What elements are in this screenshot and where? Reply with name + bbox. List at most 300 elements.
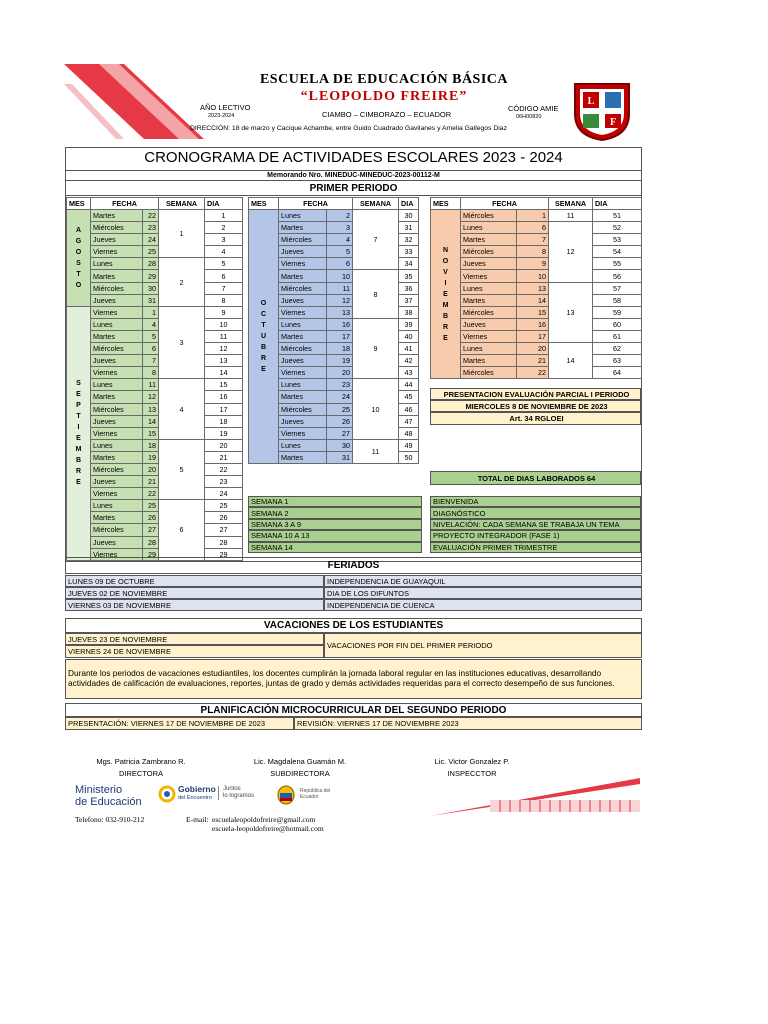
week-number: 12 <box>549 222 593 282</box>
day-count: 29 <box>205 548 243 560</box>
col-semana: SEMANA <box>159 198 205 210</box>
day-count: 52 <box>593 222 642 234</box>
day-name: Martes <box>279 451 327 463</box>
date: 24 <box>143 234 159 246</box>
date: 10 <box>517 270 549 282</box>
day-name: Martes <box>279 330 327 342</box>
table-row <box>67 439 243 451</box>
year-value: 2023-2024 <box>208 113 235 119</box>
date: 4 <box>143 318 159 330</box>
col-semana: SEMANA <box>549 198 593 210</box>
week-number: 1 <box>159 210 205 258</box>
ministerio-line2: de Educación <box>75 796 142 808</box>
day-count: 55 <box>593 258 642 270</box>
table-row <box>67 427 243 439</box>
date: 20 <box>327 367 353 379</box>
date: 22 <box>143 210 159 222</box>
month-label: N O V I E M B R E <box>431 210 461 379</box>
table-row <box>431 222 642 234</box>
day-name: Viernes <box>91 427 143 439</box>
planificacion-presentacion: PRESENTACIÓN: VIERNES 17 DE NOVIEMBRE DE 2023 <box>65 717 294 730</box>
feriado-name: DIA DE LOS DIFUNTOS <box>324 587 642 599</box>
day-count: 11 <box>205 330 243 342</box>
table-row <box>431 210 642 222</box>
table-row <box>431 282 642 294</box>
eval-line3: Art. 34 RGLOEI <box>430 412 641 425</box>
day-name: Miércoles <box>91 222 143 234</box>
table-row <box>431 306 642 318</box>
ministerio-line1: Ministerio <box>75 784 123 796</box>
date: 14 <box>143 415 159 427</box>
table-row <box>431 367 642 379</box>
vacaciones-date-1: JUEVES 23 DE NOVIEMBRE <box>65 633 324 645</box>
table-row <box>67 379 243 391</box>
month-label: O C T U B R E <box>249 210 279 464</box>
day-name: Viernes <box>279 306 327 318</box>
week-activity: DIAGNÓSTICO <box>430 507 641 518</box>
signature-name: Lic. Victor Gonzalez P. <box>434 757 510 766</box>
day-name: Lunes <box>461 222 517 234</box>
date: 29 <box>143 548 159 560</box>
table-row <box>431 246 642 258</box>
week-activity: NIVELACIÓN: CADA SEMANA SE TRABAJA UN TEMA <box>430 519 641 530</box>
day-name: Viernes <box>91 367 143 379</box>
day-name: Miércoles <box>461 367 517 379</box>
week-number: 6 <box>159 500 205 560</box>
day-name: Miércoles <box>91 282 143 294</box>
feriado-name: INDEPENDENCIA DE CUENCA <box>324 599 642 611</box>
table-row <box>431 258 642 270</box>
table-row <box>431 234 642 246</box>
day-name: Jueves <box>279 246 327 258</box>
day-name: Viernes <box>279 427 327 439</box>
col-semana: SEMANA <box>353 198 399 210</box>
day-name: Jueves <box>91 234 143 246</box>
signature-inspector <box>402 757 542 778</box>
day-name: Viernes <box>91 246 143 258</box>
school-crest-logo <box>571 80 633 142</box>
day-name: Lunes <box>91 318 143 330</box>
col-fecha: FECHA <box>91 198 159 210</box>
day-name: Jueves <box>91 476 143 488</box>
crest-letter-f: F <box>609 117 617 128</box>
day-name: Martes <box>91 330 143 342</box>
day-count: 27 <box>205 524 243 536</box>
col-fecha: FECHA <box>279 198 353 210</box>
date: 16 <box>327 318 353 330</box>
day-count: 40 <box>399 330 419 342</box>
week-number: 8 <box>353 270 399 318</box>
day-count: 64 <box>593 367 642 379</box>
date: 5 <box>327 246 353 258</box>
day-name: Martes <box>461 355 517 367</box>
date: 8 <box>143 367 159 379</box>
table-row <box>67 536 243 548</box>
telefono: Telefono: 032-910-212 <box>75 815 145 824</box>
week-range: SEMANA 14 <box>248 542 422 553</box>
day-name: Lunes <box>279 318 327 330</box>
date: 30 <box>327 439 353 451</box>
day-name: Viernes <box>91 488 143 500</box>
date: 29 <box>143 270 159 282</box>
feriado-date: VIERNES 03 DE NOVIEMBRE <box>65 599 324 611</box>
signature-directora <box>71 757 211 778</box>
day-count: 34 <box>399 258 419 270</box>
col-dia: DIA <box>399 198 419 210</box>
day-count: 54 <box>593 246 642 258</box>
date: 18 <box>327 343 353 355</box>
date: 21 <box>517 355 549 367</box>
day-name: Martes <box>91 270 143 282</box>
day-count: 32 <box>399 234 419 246</box>
day-name: Lunes <box>91 500 143 512</box>
day-name: Jueves <box>91 355 143 367</box>
day-count: 5 <box>205 258 243 270</box>
date: 13 <box>143 403 159 415</box>
date: 20 <box>517 343 549 355</box>
date: 15 <box>517 306 549 318</box>
table-row <box>431 355 642 367</box>
eval-line2: MIERCOLES 8 DE NOVIEMBRE DE 2023 <box>430 400 641 412</box>
day-count: 3 <box>205 234 243 246</box>
day-count: 10 <box>205 318 243 330</box>
republica-logo: República del Ecuador <box>300 788 331 800</box>
ministerio-logo <box>75 784 142 808</box>
day-name: Miércoles <box>461 246 517 258</box>
table-row <box>67 234 243 246</box>
feriado-name: INDEPENDENCIA DE GUAYAQUIL <box>324 575 642 587</box>
table-row <box>67 391 243 403</box>
day-count: 20 <box>205 439 243 451</box>
date: 6 <box>327 258 353 270</box>
day-name: Martes <box>279 222 327 234</box>
day-count: 45 <box>399 391 419 403</box>
day-name: Miércoles <box>91 463 143 475</box>
day-count: 38 <box>399 306 419 318</box>
col-mes: MES <box>67 198 91 210</box>
date: 10 <box>327 270 353 282</box>
day-count: 47 <box>399 415 419 427</box>
day-count: 19 <box>205 427 243 439</box>
table-row <box>249 210 419 222</box>
date: 25 <box>143 500 159 512</box>
day-name: Martes <box>461 294 517 306</box>
day-count: 36 <box>399 282 419 294</box>
day-name: Viernes <box>461 330 517 342</box>
vacaciones-note: Durante los periodos de vacaciones estudiantiles, los docentes cumplirán la jornada laboral regular en las instituciones educativas, desarrollando actividades de calificación de evaluaciones, reportes, juntas de grado y demás actividades requeridas para el correcto desempeño de sus funciones. <box>65 659 642 699</box>
day-name: Jueves <box>91 294 143 306</box>
day-count: 23 <box>205 476 243 488</box>
feriado-date: JUEVES 02 DE NOVIEMBRE <box>65 587 324 599</box>
email-1[interactable]: escuelaleopoldofreire@gmail.com <box>212 815 316 824</box>
day-count: 4 <box>205 246 243 258</box>
date: 11 <box>143 379 159 391</box>
day-name: Miércoles <box>461 210 517 222</box>
day-name: Viernes <box>461 270 517 282</box>
table-row <box>67 222 243 234</box>
day-count: 31 <box>399 222 419 234</box>
date: 7 <box>143 355 159 367</box>
day-name: Jueves <box>279 294 327 306</box>
day-name: Miércoles <box>91 403 143 415</box>
email-block <box>212 815 324 833</box>
day-name: Lunes <box>279 210 327 222</box>
day-name: Lunes <box>91 439 143 451</box>
month-label: A G O S T O <box>67 210 91 307</box>
week-number: 9 <box>353 318 399 378</box>
table-row <box>67 488 243 500</box>
day-name: Viernes <box>91 548 143 560</box>
date: 16 <box>517 318 549 330</box>
date: 23 <box>143 222 159 234</box>
table-row <box>67 258 243 270</box>
planificacion-revision: REVISIÓN: VIERNES 17 DE NOVIEMBRE 2023 <box>294 717 642 730</box>
day-name: Lunes <box>91 258 143 270</box>
red-band-decoration <box>430 778 640 816</box>
date: 13 <box>517 282 549 294</box>
date: 17 <box>517 330 549 342</box>
week-activity: EVALUACIÓN PRIMER TRIMESTRE <box>430 542 641 553</box>
signature-role: DIRECTORA <box>118 769 164 778</box>
location: CIAMBO – CIMBORAZO – ECUADOR <box>322 110 452 119</box>
page-title: CRONOGRAMA DE ACTIVIDADES ESCOLARES 2023 - 2024 <box>144 149 563 166</box>
gobierno-logo <box>178 785 216 803</box>
amie-label: CÓDIGO AMIE <box>508 104 559 113</box>
week-number: 2 <box>159 258 205 306</box>
date: 24 <box>327 391 353 403</box>
crest-letter-l: L <box>587 96 595 107</box>
day-name: Martes <box>91 391 143 403</box>
feriados-title: FERIADOS <box>65 557 642 574</box>
signature-subdirectora <box>230 757 370 778</box>
date: 19 <box>143 451 159 463</box>
date: 7 <box>517 234 549 246</box>
date: 28 <box>143 536 159 548</box>
day-name: Jueves <box>279 355 327 367</box>
day-count: 18 <box>205 415 243 427</box>
table-row <box>67 500 243 512</box>
table-row <box>67 355 243 367</box>
table-row <box>67 415 243 427</box>
day-name: Martes <box>279 391 327 403</box>
gobierno-line2: del Encuentro <box>178 795 212 801</box>
day-count: 61 <box>593 330 642 342</box>
date: 6 <box>143 343 159 355</box>
week-activity: BIENVENIDA <box>430 496 641 507</box>
date: 28 <box>143 258 159 270</box>
table-row <box>67 524 243 536</box>
date: 1 <box>143 306 159 318</box>
table-row <box>431 294 642 306</box>
week-number: 11 <box>549 210 593 222</box>
day-count: 62 <box>593 343 642 355</box>
date: 22 <box>143 488 159 500</box>
date: 31 <box>327 451 353 463</box>
schedule-table-aug-sep <box>66 197 243 561</box>
table-row <box>67 210 243 222</box>
date: 23 <box>327 379 353 391</box>
week-range: SEMANA 1 <box>248 496 422 507</box>
day-count: 44 <box>399 379 419 391</box>
day-count: 12 <box>205 343 243 355</box>
signature-name: Lic. Magdalena Guamán M. <box>253 757 347 766</box>
day-name: Jueves <box>461 318 517 330</box>
table-row <box>67 330 243 342</box>
table-row <box>431 330 642 342</box>
table-row <box>67 512 243 524</box>
week-range: SEMANA 2 <box>248 507 422 518</box>
day-count: 59 <box>593 306 642 318</box>
day-count: 51 <box>593 210 642 222</box>
date: 17 <box>327 330 353 342</box>
table-row <box>67 451 243 463</box>
table-row <box>67 343 243 355</box>
table-row <box>67 306 243 318</box>
table-row <box>431 270 642 282</box>
day-name: Miércoles <box>461 306 517 318</box>
table-row <box>67 476 243 488</box>
signature-name: Mgs. Patricia Zambrano R. <box>96 757 186 766</box>
day-name: Viernes <box>279 367 327 379</box>
date: 13 <box>327 306 353 318</box>
day-name: Miércoles <box>279 343 327 355</box>
day-count: 28 <box>205 536 243 548</box>
day-count: 9 <box>205 306 243 318</box>
day-name: Jueves <box>279 415 327 427</box>
day-count: 58 <box>593 294 642 306</box>
date: 12 <box>327 294 353 306</box>
day-count: 57 <box>593 282 642 294</box>
day-name: Jueves <box>91 536 143 548</box>
week-number: 4 <box>159 379 205 439</box>
date: 26 <box>143 512 159 524</box>
day-count: 60 <box>593 318 642 330</box>
month-label: S E P T I E M B R E <box>67 306 91 560</box>
day-count: 21 <box>205 451 243 463</box>
address: DIRECCIÓN: 18 de marzo y Cacique Achambe, entre Guido Cuadrado Gavilanes y Amelia Gallegos Diaz <box>190 125 507 132</box>
day-count: 33 <box>399 246 419 258</box>
col-mes: MES <box>249 198 279 210</box>
col-mes: MES <box>431 198 461 210</box>
day-count: 46 <box>399 403 419 415</box>
date: 3 <box>327 222 353 234</box>
date: 22 <box>517 367 549 379</box>
table-row <box>67 294 243 306</box>
day-name: Martes <box>91 451 143 463</box>
date: 9 <box>517 258 549 270</box>
date: 6 <box>517 222 549 234</box>
date: 26 <box>327 415 353 427</box>
day-count: 8 <box>205 294 243 306</box>
day-count: 16 <box>205 391 243 403</box>
day-name: Jueves <box>461 258 517 270</box>
day-count: 30 <box>399 210 419 222</box>
day-count: 41 <box>399 343 419 355</box>
periodo-title: PRIMER PERIODO <box>66 182 641 196</box>
day-count: 42 <box>399 355 419 367</box>
table-row <box>67 463 243 475</box>
school-name: ESCUELA DE EDUCACIÓN BÁSICA <box>259 72 509 87</box>
vacaciones-date-2: VIERNES 24 DE NOVIEMBRE <box>65 645 324 658</box>
day-count: 37 <box>399 294 419 306</box>
juntos-line2: lo logramos <box>223 793 255 799</box>
week-number: 10 <box>353 379 399 439</box>
col-dia: DIA <box>593 198 642 210</box>
day-count: 17 <box>205 403 243 415</box>
date: 27 <box>327 427 353 439</box>
date: 2 <box>327 210 353 222</box>
feriado-date: LUNES 09 DE OCTUBRE <box>65 575 324 587</box>
eval-line1: PRESENTACION EVALUACIÓN PARCIAL I PERIODO <box>430 388 641 400</box>
day-count: 2 <box>205 222 243 234</box>
date: 25 <box>143 246 159 258</box>
date: 25 <box>327 403 353 415</box>
week-number: 3 <box>159 306 205 379</box>
day-count: 56 <box>593 270 642 282</box>
table-row <box>431 318 642 330</box>
day-name: Lunes <box>461 282 517 294</box>
day-count: 48 <box>399 427 419 439</box>
day-name: Miércoles <box>279 234 327 246</box>
week-number: 7 <box>353 210 399 270</box>
ecuador-shield-icon <box>274 783 298 805</box>
day-name: Martes <box>461 234 517 246</box>
date: 4 <box>327 234 353 246</box>
date: 1 <box>517 210 549 222</box>
date: 27 <box>143 524 159 536</box>
day-count: 50 <box>399 451 419 463</box>
day-count: 43 <box>399 367 419 379</box>
day-name: Miércoles <box>91 524 143 536</box>
week-range: SEMANA 10 A 13 <box>248 530 422 541</box>
school-title: “LEOPOLDO FREIRE” <box>300 89 468 104</box>
day-name: Martes <box>91 512 143 524</box>
day-count: 7 <box>205 282 243 294</box>
email-label: E-mail: <box>186 815 209 824</box>
vacaciones-title: VACACIONES DE LOS ESTUDIANTES <box>65 618 642 633</box>
col-fecha: FECHA <box>461 198 549 210</box>
week-number: 5 <box>159 439 205 499</box>
day-count: 1 <box>205 210 243 222</box>
day-count: 63 <box>593 355 642 367</box>
date: 30 <box>143 282 159 294</box>
week-activity: PROYECTO INTEGRADOR (FASE 1) <box>430 530 641 541</box>
week-number: 11 <box>353 439 399 463</box>
schedule-table-oct <box>248 197 419 464</box>
email-2[interactable]: escuela-leopoldofreire@hotmail.com <box>212 824 324 833</box>
date: 21 <box>143 476 159 488</box>
table-row <box>67 270 243 282</box>
year-label: AÑO LECTIVO <box>200 103 251 112</box>
day-name: Lunes <box>461 343 517 355</box>
date: 14 <box>517 294 549 306</box>
schedule-table-nov <box>430 197 642 379</box>
day-count: 6 <box>205 270 243 282</box>
day-name: Miércoles <box>279 403 327 415</box>
table-row <box>431 343 642 355</box>
date: 12 <box>143 391 159 403</box>
day-count: 24 <box>205 488 243 500</box>
day-count: 39 <box>399 318 419 330</box>
date: 20 <box>143 463 159 475</box>
date: 19 <box>327 355 353 367</box>
gobierno-icon <box>158 785 176 803</box>
table-row <box>67 318 243 330</box>
gobierno-line1: Gobierno <box>178 784 216 794</box>
day-name: Martes <box>91 210 143 222</box>
week-range: SEMANA 3 A 9 <box>248 519 422 530</box>
day-name: Martes <box>279 270 327 282</box>
